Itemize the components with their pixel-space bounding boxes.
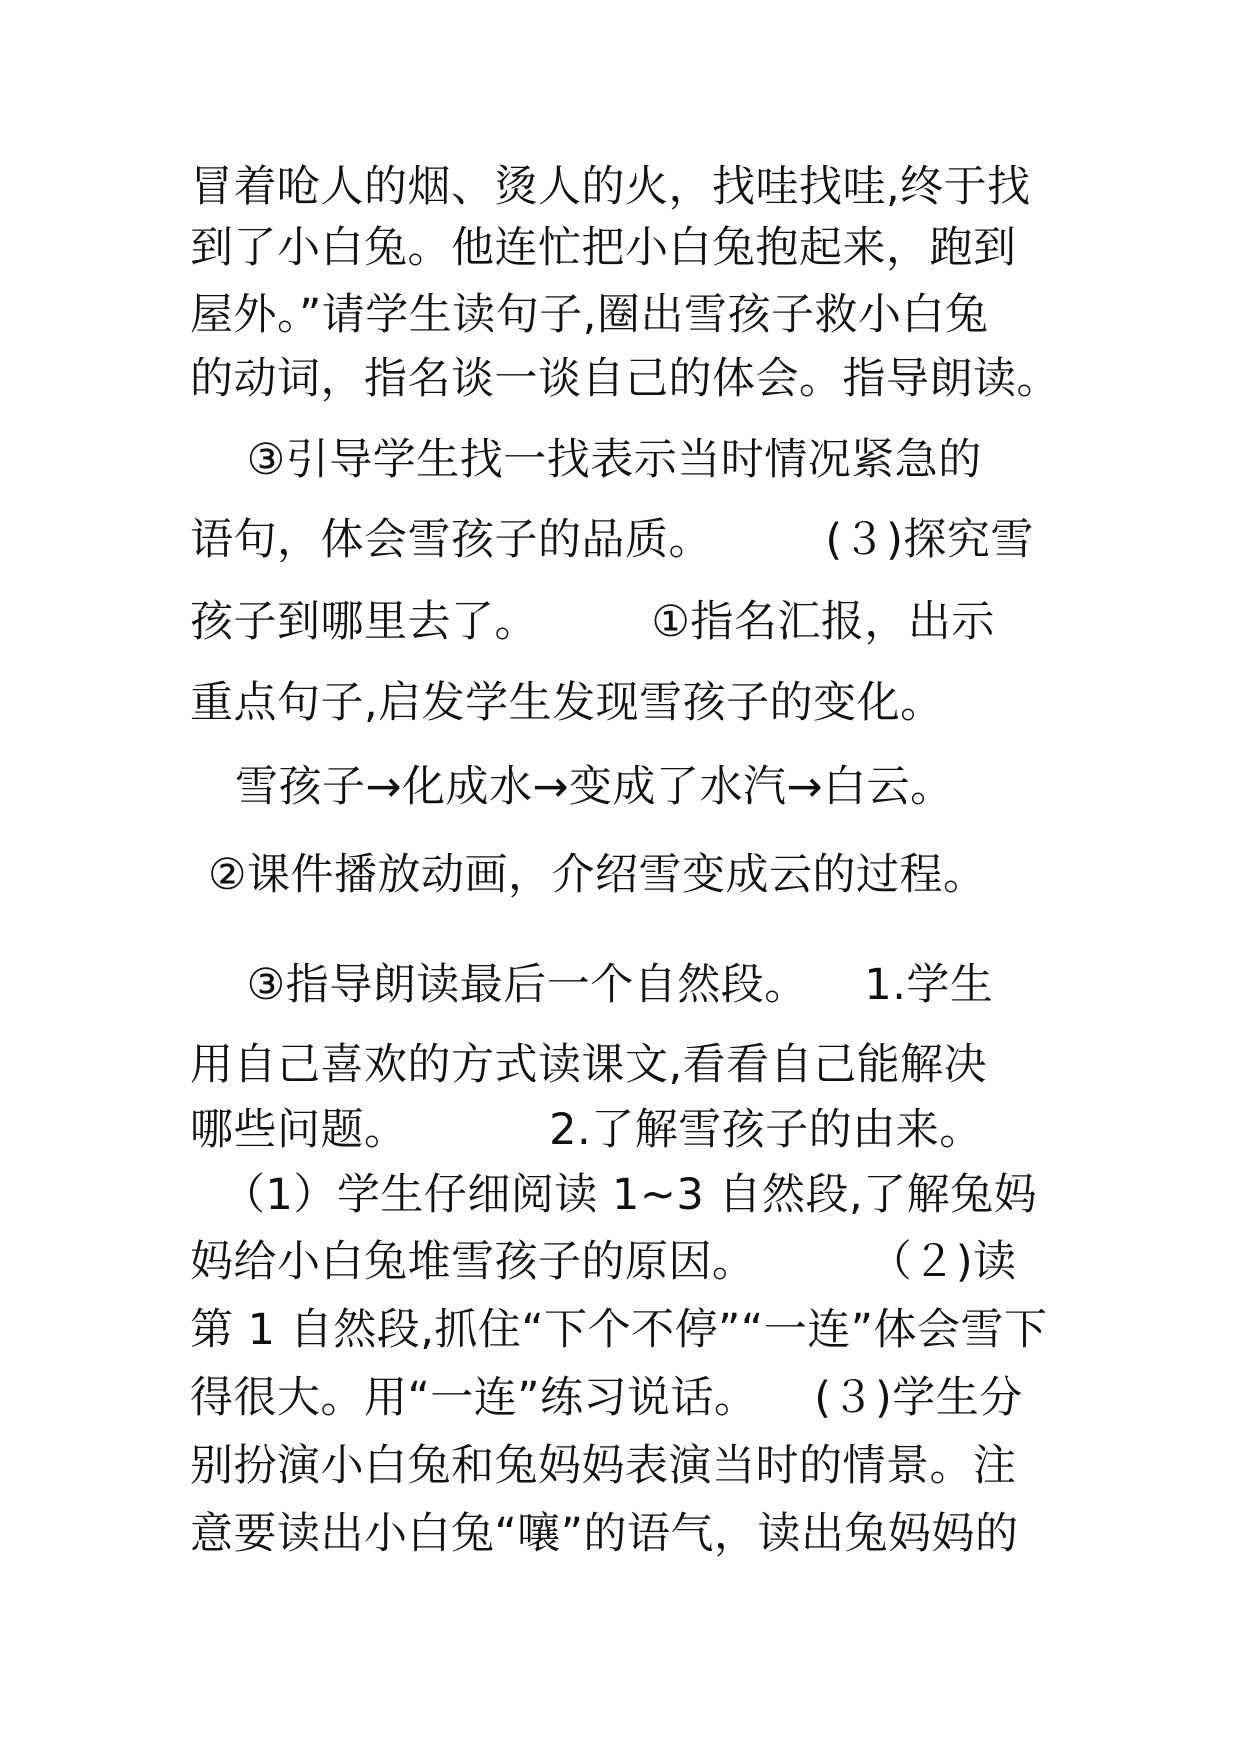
- text-line: （1）学生仔细阅读 1~3 自然段,了解兔妈: [222, 1170, 1038, 1220]
- text-line: ③指导朗读最后一个自然段。 1.学生: [190, 960, 994, 1010]
- text-line: 到了小白兔。他连忙把小白兔抱起来，跑到: [190, 223, 1017, 273]
- text-line: 第 1 自然段,抓住“下个不停”“一连”体会雪下: [190, 1305, 1048, 1355]
- text-line: ③引导学生找一找表示当时情况紧急的: [190, 435, 982, 485]
- text-line: 孩子到哪里去了。 ①指名汇报，出示: [190, 597, 995, 647]
- text-line: 得很大。用“一连”练习说话。 (３)学生分: [190, 1373, 1023, 1423]
- text-line: 冒着呛人的烟、烫人的火，找哇找哇,终于找: [190, 162, 1031, 212]
- text-line: 妈给小白兔堆雪孩子的原因。 （２)读: [190, 1237, 1017, 1287]
- text-line: 语句，体会雪孩子的品质。 (３)探究雪: [190, 515, 1034, 565]
- text-line: 的动词，指名谈一谈自己的体会。指导朗读。: [190, 354, 1060, 404]
- text-line: 雪孩子→化成水→变成了水汽→白云。: [235, 762, 954, 812]
- text-line: ②课件播放动画，介绍雪变成云的过程。: [208, 850, 987, 900]
- text-line: 意要读出小白兔“嚷”的语气，读出兔妈妈的: [190, 1509, 1019, 1559]
- text-line: 重点句子,启发学生发现雪孩子的变化。: [190, 678, 944, 728]
- text-line: 哪些问题。 2.了解雪孩子的由来。: [190, 1105, 983, 1155]
- text-line: 别扮演小白兔和兔妈妈表演当时的情景。注: [190, 1441, 1017, 1491]
- text-line: 用自己喜欢的方式读课文,看看自己能解决: [190, 1040, 988, 1090]
- text-line: 屋外。”请学生读句子,圈出雪孩子救小白兔: [190, 290, 989, 340]
